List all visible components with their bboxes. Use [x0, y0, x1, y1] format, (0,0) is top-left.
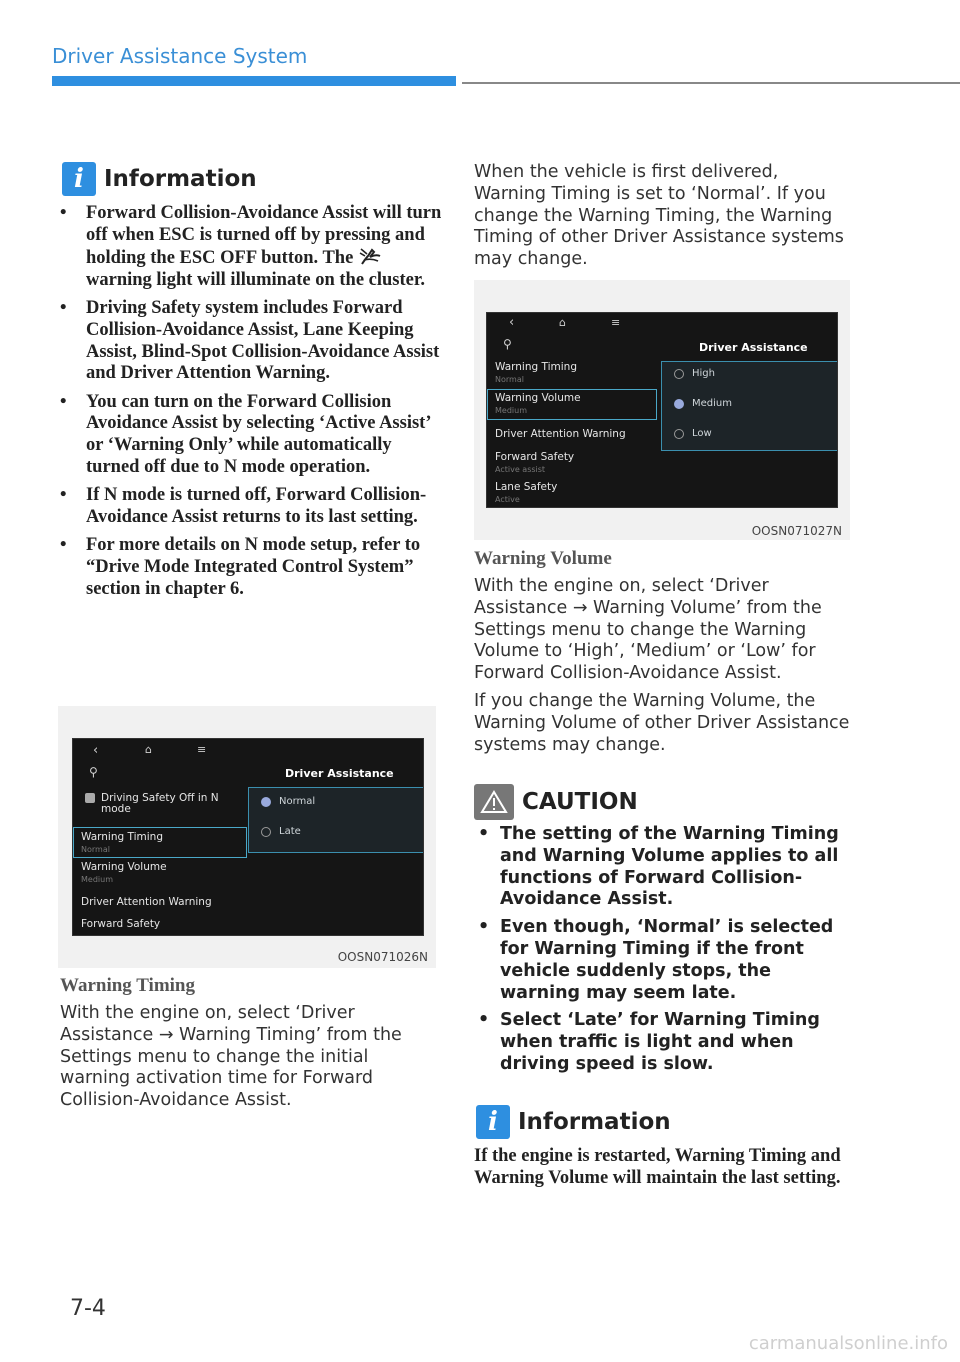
home-icon: ⌂ [559, 316, 566, 329]
caution-bullet-list [474, 824, 854, 1082]
info-bullet-4: • If N mode is turned off, Forward Collision-Avoidance Assist returns to its last setting. [52, 485, 442, 528]
menu-sub-medium: Medium [81, 875, 113, 884]
menu-sub-normal: Normal [81, 845, 110, 854]
menu-item-driver-attention: Driver Attention Warning [495, 428, 626, 440]
caution-title: CAUTION [522, 789, 638, 815]
radio-icon [261, 827, 271, 837]
option-low: Low [674, 428, 712, 439]
image-caption-1: OOSN071026N [337, 950, 428, 964]
caution-bullet-3: • Select ‘Late’ for Warning Timing when traffic is light and when driving speed is slow. [474, 1010, 854, 1075]
info-icon: i [62, 162, 96, 196]
menu-item-warning-volume: Warning Volume [81, 861, 167, 873]
search-icon: ⚲ [503, 337, 512, 351]
warning-triangle-icon [474, 784, 514, 820]
caution-bullet-2: • Even though, ‘Normal’ is selected for Warning Timing if the front vehicle suddenly stops, the warning may seem late. [474, 917, 854, 1004]
info-bullet-list [52, 203, 442, 607]
info2-title: Information [518, 1109, 671, 1135]
screen-title: Driver Assistance [699, 341, 808, 354]
warning-volume-text-2: If you change the Warning Volume, the Warning Volume of other Driver Assistance systems may change. [474, 691, 850, 755]
info-icon: i [476, 1105, 510, 1139]
home-icon: ⌂ [145, 743, 152, 756]
infotainment-screen-1 [72, 738, 424, 936]
info-bullet-3: • You can turn on the Forward Collision Avoidance Assist by selecting ‘Active Assist’ or ‘Warning Only’ while automatically turned off due to N mode operation. [52, 392, 442, 478]
info-heading [62, 162, 257, 196]
info-box-1 [62, 162, 257, 196]
settings-screenshot-2 [474, 280, 850, 540]
search-icon: ⚲ [89, 765, 98, 779]
menu-item-warning-volume: Warning Volume [495, 392, 581, 404]
option-late: Late [261, 826, 301, 837]
options-dialog-2 [661, 361, 838, 451]
menu-sub-active: Active [495, 495, 520, 504]
menu-sub-normal: Normal [495, 375, 524, 384]
warning-volume-text-1: With the engine on, select ‘Driver Assistance → Warning Volume’ from the Settings menu to change the Warning Volume to ‘High’, ‘Medium’ or ‘Low’ for Forward Collision-Avoidance Assist. [474, 576, 822, 684]
option-normal: Normal [261, 796, 315, 807]
option-high: High [674, 368, 715, 379]
warning-timing-text: With the engine on, select ‘Driver Assistance → Warning Timing’ from the Settings menu to change the initial warning activation time for Forward Collision-Avoidance Assist. [60, 1003, 402, 1111]
radio-icon [674, 369, 684, 379]
back-icon: ‹ [509, 315, 515, 330]
esc-off-warning-icon [358, 246, 384, 266]
info-bullet-1: • Forward Collision-Avoidance Assist will turn off when ESC is turned off by pressing and holding the ESC OFF button. The warning light will illuminate on the cluster. [52, 203, 442, 291]
menu-icon: ≡ [611, 316, 621, 329]
menu-sub-active-assist: Active assist [495, 465, 546, 474]
info-bullet-5: • For more details on N mode setup, refer to “Drive Mode Integrated Control System” section in chapter 6. [52, 535, 442, 600]
caution-bullet-1: • The setting of the Warning Timing and Warning Volume applies to all functions of Forward Collision-Avoidance Assist. [474, 824, 854, 911]
info2-text: If the engine is restarted, Warning Timing and Warning Volume will maintain the last setting. [474, 1146, 841, 1188]
watermark: carmanualsonline.info [748, 1333, 948, 1354]
intro-text: When the vehicle is first delivered, Warning Timing is set to ‘Normal’. If you change the Warning Timing, the Warning Timing of other Driver Assistance systems may change. [474, 162, 844, 270]
screen-title: Driver Assistance [285, 767, 394, 780]
settings-screenshot-1 [58, 706, 436, 968]
header-accent-bar [52, 76, 456, 86]
radio-icon [674, 429, 684, 439]
menu-item-driving-safety: Driving Safety Off in N mode [101, 792, 219, 815]
menu-icon: ≡ [197, 743, 207, 756]
option-medium: Medium [674, 398, 732, 409]
infotainment-screen-2 [486, 312, 838, 508]
menu-item-warning-timing: Warning Timing [81, 831, 163, 843]
radio-selected-icon [674, 399, 684, 409]
info-box-2 [476, 1105, 671, 1139]
info2-heading [476, 1105, 671, 1139]
header-rule [462, 82, 960, 84]
options-dialog-1 [248, 787, 424, 853]
warning-timing-heading: Warning Timing [60, 975, 195, 996]
menu-item-forward-safety: Forward Safety [495, 451, 575, 463]
menu-item-warning-timing: Warning Timing [495, 361, 577, 373]
back-icon: ‹ [93, 743, 99, 758]
image-caption-2: OOSN071027N [751, 524, 842, 538]
caution-box [474, 784, 638, 820]
menu-item-forward-safety: Forward Safety [81, 918, 161, 930]
menu-item-lane-safety: Lane Safety [495, 481, 558, 493]
menu-item-driver-attention: Driver Attention Warning [81, 896, 212, 908]
caution-heading [474, 784, 638, 820]
section-title: Driver Assistance System [52, 44, 308, 68]
info-title: Information [104, 166, 257, 192]
menu-sub-medium: Medium [495, 406, 527, 415]
page-number: 7-4 [70, 1296, 106, 1321]
info-bullet-2: • Driving Safety system includes Forward Collision-Avoidance Assist, Lane Keeping Assist, Blind-Spot Collision-Avoidance Assist and Driver Attention Warning. [52, 298, 442, 384]
checkbox-icon [85, 793, 95, 803]
warning-volume-heading: Warning Volume [474, 548, 612, 569]
radio-selected-icon [261, 797, 271, 807]
